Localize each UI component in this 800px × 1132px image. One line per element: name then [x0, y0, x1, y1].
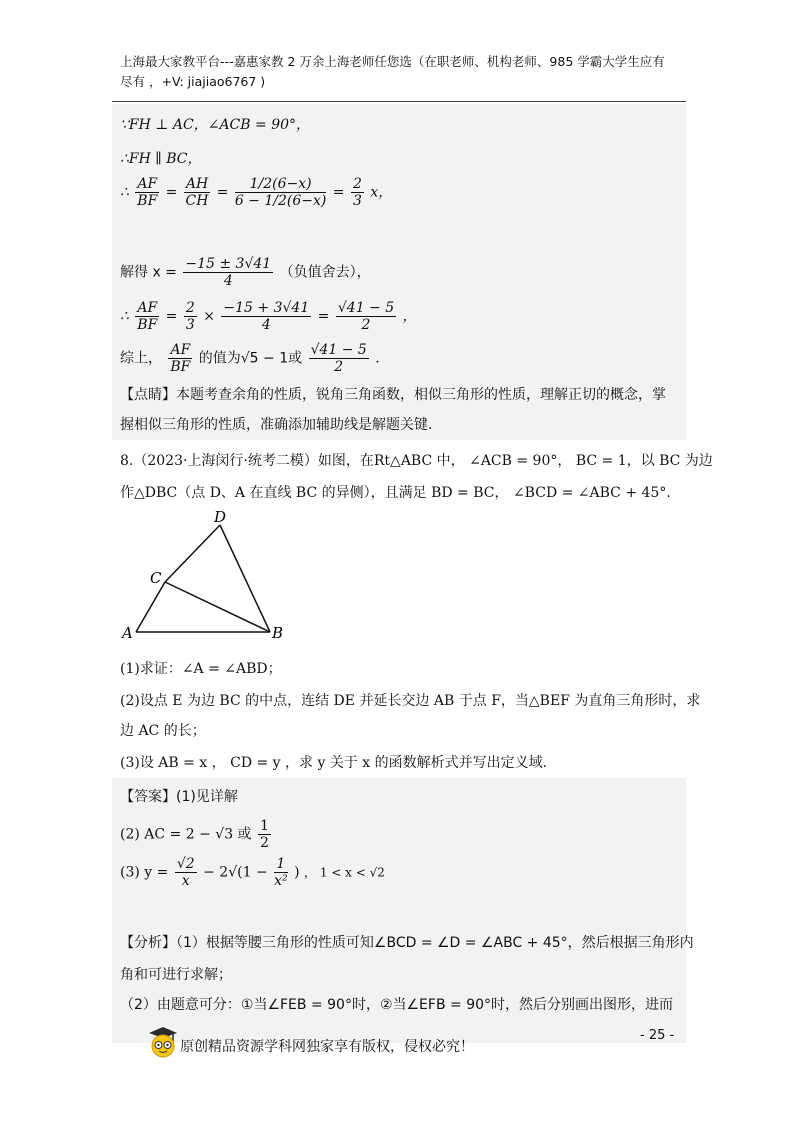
label-a: A: [122, 624, 133, 642]
label-c: C: [150, 569, 162, 587]
remark-line-1: 【点睛】本题考查余角的性质，锐角三角函数，相似三角形的性质，理解正切的概念，掌: [120, 387, 666, 403]
analysis-1: 【分析】（1）根据等腰三角形的性质可知∠BCD = ∠D = ∠ABC + 45°，然后根据三角形内: [120, 935, 694, 951]
analysis-2: 角和可进行求解；: [120, 967, 232, 983]
mascot-logo: [148, 1026, 178, 1058]
analysis-3: （2）由题意可分：①当∠FEB = 90°时，②当∠EFB = 90°时，然后分别画出图形，进而: [120, 997, 674, 1013]
page-header: [120, 52, 680, 92]
question-2b: 边 AC 的长；: [120, 723, 206, 739]
question-3: (3)设 AB = x ， CD = y ，求 y 关于 x 的函数解析式并写出定义域.: [120, 755, 548, 771]
fraction-big: $\frac{1/2(6-x)}{6 - 1/2(6-x)}$: [234, 176, 327, 209]
segment-ca: [136, 582, 165, 632]
page-number: - 25 -: [640, 1028, 675, 1043]
footer-copyright: 原创精品资源学科网独家享有版权，侵权必究！: [180, 1039, 474, 1055]
solution-line-6: 综上， $\frac{AF}{BF}$ 的值为√5 − 1或 $\frac{√41 - 5}{2}$ .: [120, 342, 380, 375]
header-line-2: 尽有 ，+V: jiajiao6767 ): [120, 74, 266, 89]
question-2a: (2)设点 E 为边 BC 的中点，连结 DE 并延长交边 AB 于点 F，当△BEF 为直角三角形时，求: [120, 693, 701, 709]
solution-line-2: ∴FH ∥ BC，: [120, 151, 202, 167]
question-1: (1)求证：∠A = ∠ABD；: [120, 661, 282, 677]
fraction-root-solution: $\frac{-15 \pm 3√41}{4}$: [185, 256, 272, 289]
answer-1: 【答案】(1)见详解: [120, 789, 238, 805]
solution-line-1: ∵FH ⊥ AC，∠ACB = 90°，: [120, 117, 311, 133]
segment-db: [220, 525, 270, 632]
problem-line-2: 作△DBC（点 D、A 在直线 BC 的异侧），且满足 BD = BC， ∠BCD = ∠ABC + 45°.: [120, 485, 671, 501]
solution-line-4: 解得 x = $\frac{-15 \pm 3√41}{4}$ （负值舍去），: [120, 256, 371, 289]
segment-cb: [165, 582, 270, 632]
header-rule: [112, 101, 686, 102]
triangle-figure: [120, 510, 300, 645]
fraction-two-thirds: $\frac{2}{3}$: [352, 176, 362, 209]
problem-line-1: 8.（2023·上海闵行·统考二模）如图，在Rt△ABC 中， ∠ACB = 90°， BC = 1，以 BC 为边: [120, 453, 713, 469]
solution-line-5: ∴ $\frac{AF}{BF}$ = $\frac{2}{3}$ × $\frac{-15 + 3√41}{4}$ = $\frac{√41 - 5}{2}$ ，: [120, 300, 417, 333]
remark-line-2: 握相似三角形的性质，准确添加辅助线是解题关键.: [120, 417, 433, 433]
label-b: B: [272, 624, 284, 642]
answer-3: (3) y = $\frac{√2}{x}$ − 2√(1 − $\frac{1}{\text{x²}}$ ) ， 1 < x < √2: [120, 856, 385, 889]
fraction-ah-ch: $\frac{AH}{CH}$: [185, 176, 209, 209]
header-line-1: 上海最大家教平台---嘉惠家教 2 万余上海老师任您选（在职老师、机构老师、985 学霸大学生应有: [120, 54, 665, 69]
fraction-af-bf: $\frac{AF}{BF}$: [137, 176, 158, 209]
solution-line-3: ∴ $\frac{AF}{BF}$ = $\frac{AH}{CH}$ = $\frac{1/2(6-x)}{6 - 1/2(6-x)}$ = $\frac{2}{3}$ x，: [120, 176, 393, 209]
label-d: D: [214, 510, 227, 526]
answer-2: (2) AC = 2 − √3 或 $\frac{1}{2}$: [120, 818, 269, 851]
segment-dc: [165, 525, 220, 582]
